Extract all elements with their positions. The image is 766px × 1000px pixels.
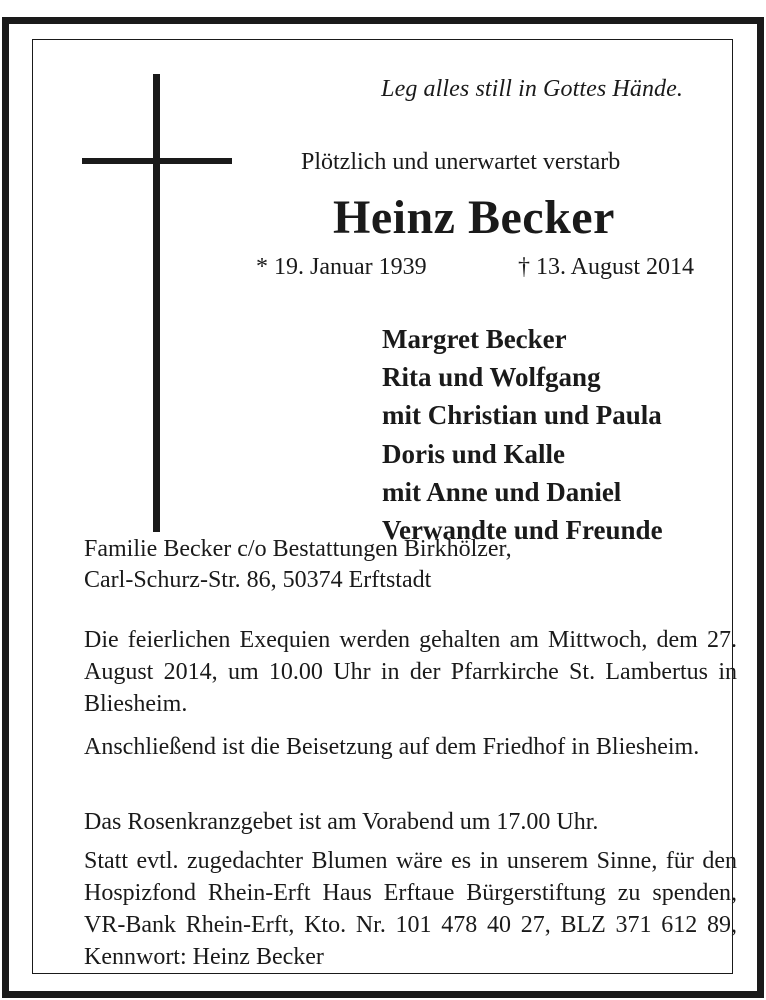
paragraph-exequies: Die feierlichen Exequien werden gehalten am Mittwoch, dem 27. August 2014, um 10.00 Uhr in der Pfarrkirche St. Lambertus in Bliesheim. xyxy=(84,627,737,717)
intro-text: Plötzlich und unerwartet verstarb xyxy=(301,149,621,175)
address-line-1: Familie Becker c/o Bestattungen Birkhölzer, xyxy=(84,536,512,562)
notice-inner-rule xyxy=(32,39,737,974)
death-date: † 13. August 2014 xyxy=(518,254,695,280)
cross-icon-vertical-beam xyxy=(153,74,160,532)
mourner-item: Verwandte und Freunde xyxy=(382,515,663,546)
mourners-list xyxy=(382,320,663,549)
paragraph-rosary: Das Rosenkranzgebet ist am Vorabend um 17.00 Uhr. xyxy=(84,809,599,835)
family-address xyxy=(84,534,512,596)
notice-panel xyxy=(9,24,757,991)
motto-text: Leg alles still in Gottes Hände. xyxy=(381,76,683,102)
mourner-item: Margret Becker xyxy=(382,324,567,354)
address-line-2: Carl-Schurz-Str. 86, 50374 Erftstadt xyxy=(84,567,432,593)
cross-icon-horizontal-beam xyxy=(82,158,232,164)
paragraph-donation: Statt evtl. zugedachter Blumen wäre es in unserem Sinne, für den Hospizfond Rhein-Erft Haus Erftaue Bürgerstiftung zu spenden, VR-Bank Rhein-Erft, Kto. Nr. 101 478 40 27, BLZ 371 612 89, Kennwort: Heinz Becker xyxy=(84,848,737,970)
mourner-item: Rita und Wolfgang xyxy=(382,362,601,393)
birth-date: * 19. Januar 1939 xyxy=(256,254,427,280)
notice-outer-border xyxy=(2,17,764,998)
paragraph-burial: Anschließend ist die Beisetzung auf dem Friedhof in Bliesheim. xyxy=(84,734,700,760)
deceased-name: Heinz Becker xyxy=(333,191,615,244)
mourner-item: Doris und Kalle xyxy=(382,438,566,469)
mourner-item: mit Christian und Paula xyxy=(382,400,662,431)
mourner-item: mit Anne und Daniel xyxy=(382,476,622,507)
